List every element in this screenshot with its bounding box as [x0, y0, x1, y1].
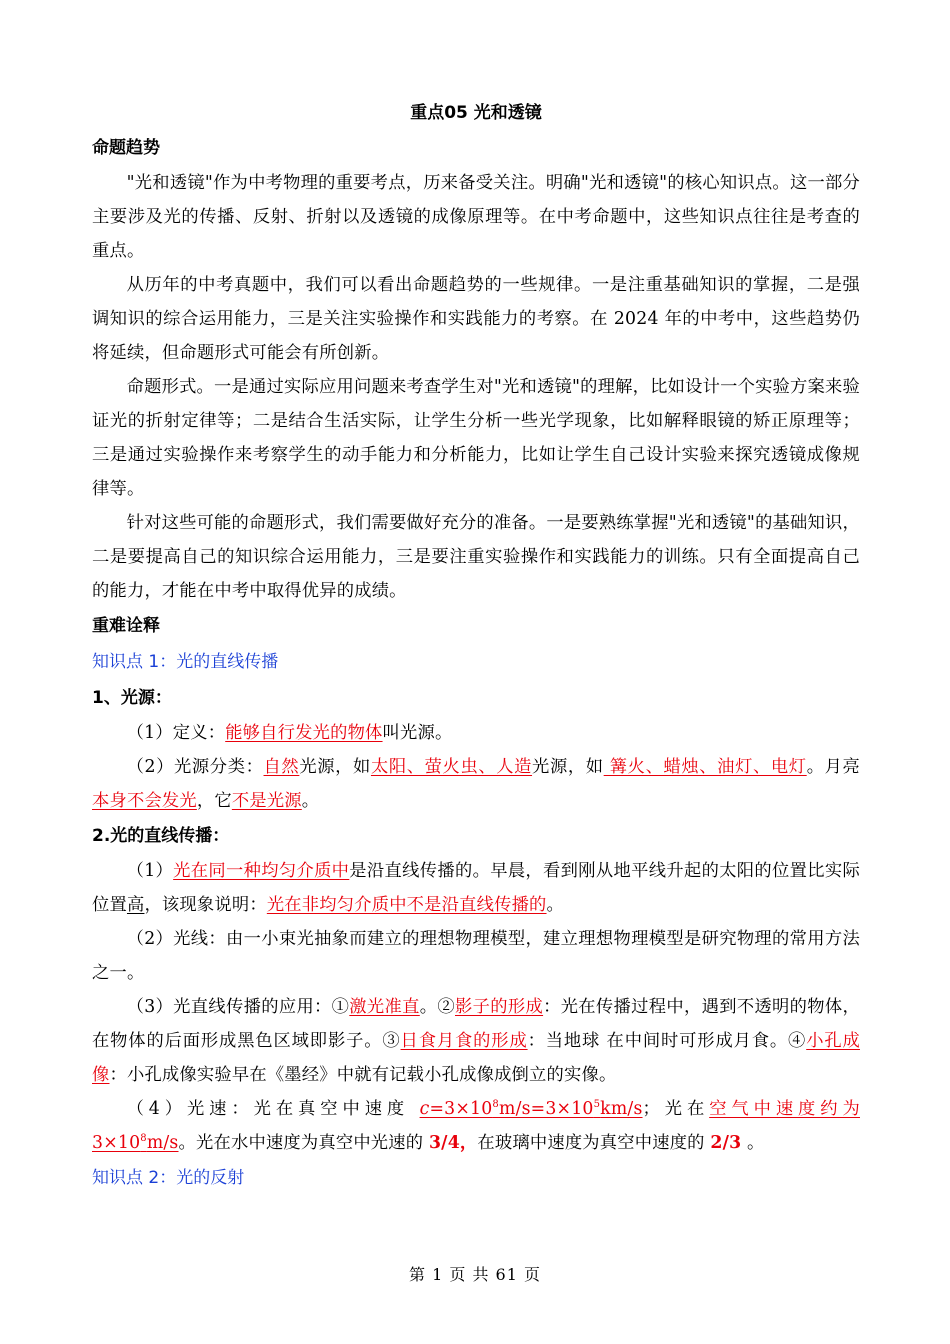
- text: ；光在: [642, 1099, 710, 1119]
- page-footer: 第 1 页 共 61 页: [409, 1265, 541, 1284]
- text: ，该现象说明：: [144, 895, 267, 915]
- text: 是沿直线传播的。早晨，看到刚从地平线升起的太阳的位置比实际位置: [92, 861, 860, 915]
- light-source-classification: [92, 750, 860, 818]
- text: m/s=3×10: [498, 1099, 594, 1119]
- answer-blank: 篝火、蜡烛、油灯、电灯: [603, 757, 807, 777]
- answer-blank: 能够自行发光的物体: [225, 723, 383, 743]
- section-heading-trend: 命题趋势: [92, 138, 160, 158]
- text: 。月亮: [806, 757, 860, 777]
- exponent: 8: [140, 1133, 147, 1144]
- trend-paragraph-1: "光和透镜"作为中考物理的重要考点，历来备受关注。明确"光和透镜"的核心知识点。这一部分主要涉及光的传播、反射、折射以及透镜的成像原理等。在中考命题中，这些知识点往往是考查的重点。: [92, 173, 860, 261]
- knowledge-point-1-title: 知识点 1：光的直线传播: [92, 652, 279, 672]
- underlined-text: 高: [126, 895, 145, 915]
- answer-blank: 光在非均匀介质中不是沿直线传播的: [266, 895, 547, 915]
- propagation-item-3: [92, 990, 860, 1092]
- text: m/s: [146, 1133, 179, 1153]
- answer-blank: 自然: [263, 757, 300, 777]
- bold-comma: ，: [459, 1133, 478, 1153]
- text: ：小孔成像实验早在《墨经》中就有记载小孔成像成倒立的实像。: [109, 1065, 617, 1085]
- text: （1）: [126, 861, 174, 881]
- answer-blank: 影子的形成: [455, 997, 544, 1017]
- text: 。: [546, 895, 565, 915]
- text: 在玻璃中速度为真空中速度的: [477, 1133, 711, 1153]
- answer-blank: 日食月食的形成: [400, 1031, 528, 1051]
- text: （1）定义：: [126, 723, 226, 743]
- answer-blank: 太阳、萤火虫、人造: [370, 757, 533, 777]
- text: （3）光直线传播的应用：①: [126, 997, 350, 1017]
- bold-answer: 2/3: [710, 1133, 742, 1153]
- answer-blank: 本身不会发光: [92, 791, 197, 811]
- subheading-light-source: 1、光源：: [92, 688, 172, 708]
- answer-blank: 小孔成像: [92, 1031, 860, 1085]
- text: 光源，如: [299, 757, 371, 777]
- text: ：光在传播过程中，遇到不透明的物体，在物体的后面形成黑色区域即影子。③: [92, 997, 860, 1051]
- propagation-item-2: （2）光线：由一小束光抽象而建立的理想物理模型，建立理想物理模型是研究物理的常用方法之一。: [92, 929, 860, 983]
- answer-blank: 不是光源: [231, 791, 302, 811]
- document-title: 重点05 光和透镜: [410, 103, 542, 123]
- exponent: 5: [593, 1099, 601, 1110]
- answer-blank: 激光准直: [349, 997, 420, 1017]
- trend-paragraph-4: 针对这些可能的命题形式，我们需要做好充分的准备。一是要熟练掌握"光和透镜"的基础知识，二是要提高自己的知识综合运用能力，三是要注重实验操作和实践能力的训练。只有全面提高自己的能力，才能在中考中取得优异的成绩。: [92, 513, 860, 601]
- text: 。: [741, 1133, 765, 1153]
- symbol-c: c: [419, 1099, 430, 1119]
- text: km/s: [600, 1099, 643, 1119]
- exponent: 8: [492, 1099, 499, 1110]
- text: =3×10: [429, 1099, 493, 1119]
- text: ：当地球 在中间时可形成月食。④: [527, 1031, 807, 1051]
- text: ，它: [196, 791, 232, 811]
- bold-answer: 3/4: [428, 1133, 460, 1153]
- answer-blank: 光在同一种均匀介质中: [173, 861, 350, 881]
- text: 叫光源。: [382, 723, 453, 743]
- text: 。光在水中速度为真空中光速的: [178, 1133, 429, 1153]
- section-heading-key: 重难诠释: [92, 616, 160, 636]
- trend-paragraph-3: 命题形式。一是通过实际应用问题来考查学生对"光和透镜"的理解，比如设计一个实验方案来验证光的折射定律等；二是结合生活实际，让学生分析一些光学现象，比如解释眼镜的矫正原理等；三是通过实验操作来考察学生的动手能力和分析能力，比如让学生自己设计实验来探究透镜成像规律等。: [92, 377, 860, 499]
- text: （2）光源分类：: [126, 757, 264, 777]
- page-content: [92, 96, 860, 1196]
- text: 。: [301, 791, 320, 811]
- propagation-item-1: [92, 854, 860, 922]
- knowledge-point-2-title: 知识点 2：光的反射: [92, 1168, 245, 1188]
- light-source-definition: [92, 716, 860, 750]
- text: 。②: [419, 997, 455, 1017]
- text: 空气中速度约为 3×10: [92, 1099, 860, 1153]
- propagation-item-4: [92, 1092, 860, 1160]
- text: （4）光速：光在真空中速度: [126, 1099, 420, 1119]
- answer-blank-light-speed: [420, 1099, 643, 1119]
- subheading-rectilinear-propagation: 2.光的直线传播：: [92, 826, 230, 846]
- text: 光源，如: [532, 757, 604, 777]
- trend-paragraph-2: 从历年的中考真题中，我们可以看出命题趋势的一些规律。一是注重基础知识的掌握，二是强调知识的综合运用能力，三是关注实验操作和实践能力的考察。在 2024 年的中考中，这些趋势仍将延续，但命题形式可能会有所创新。: [92, 275, 860, 363]
